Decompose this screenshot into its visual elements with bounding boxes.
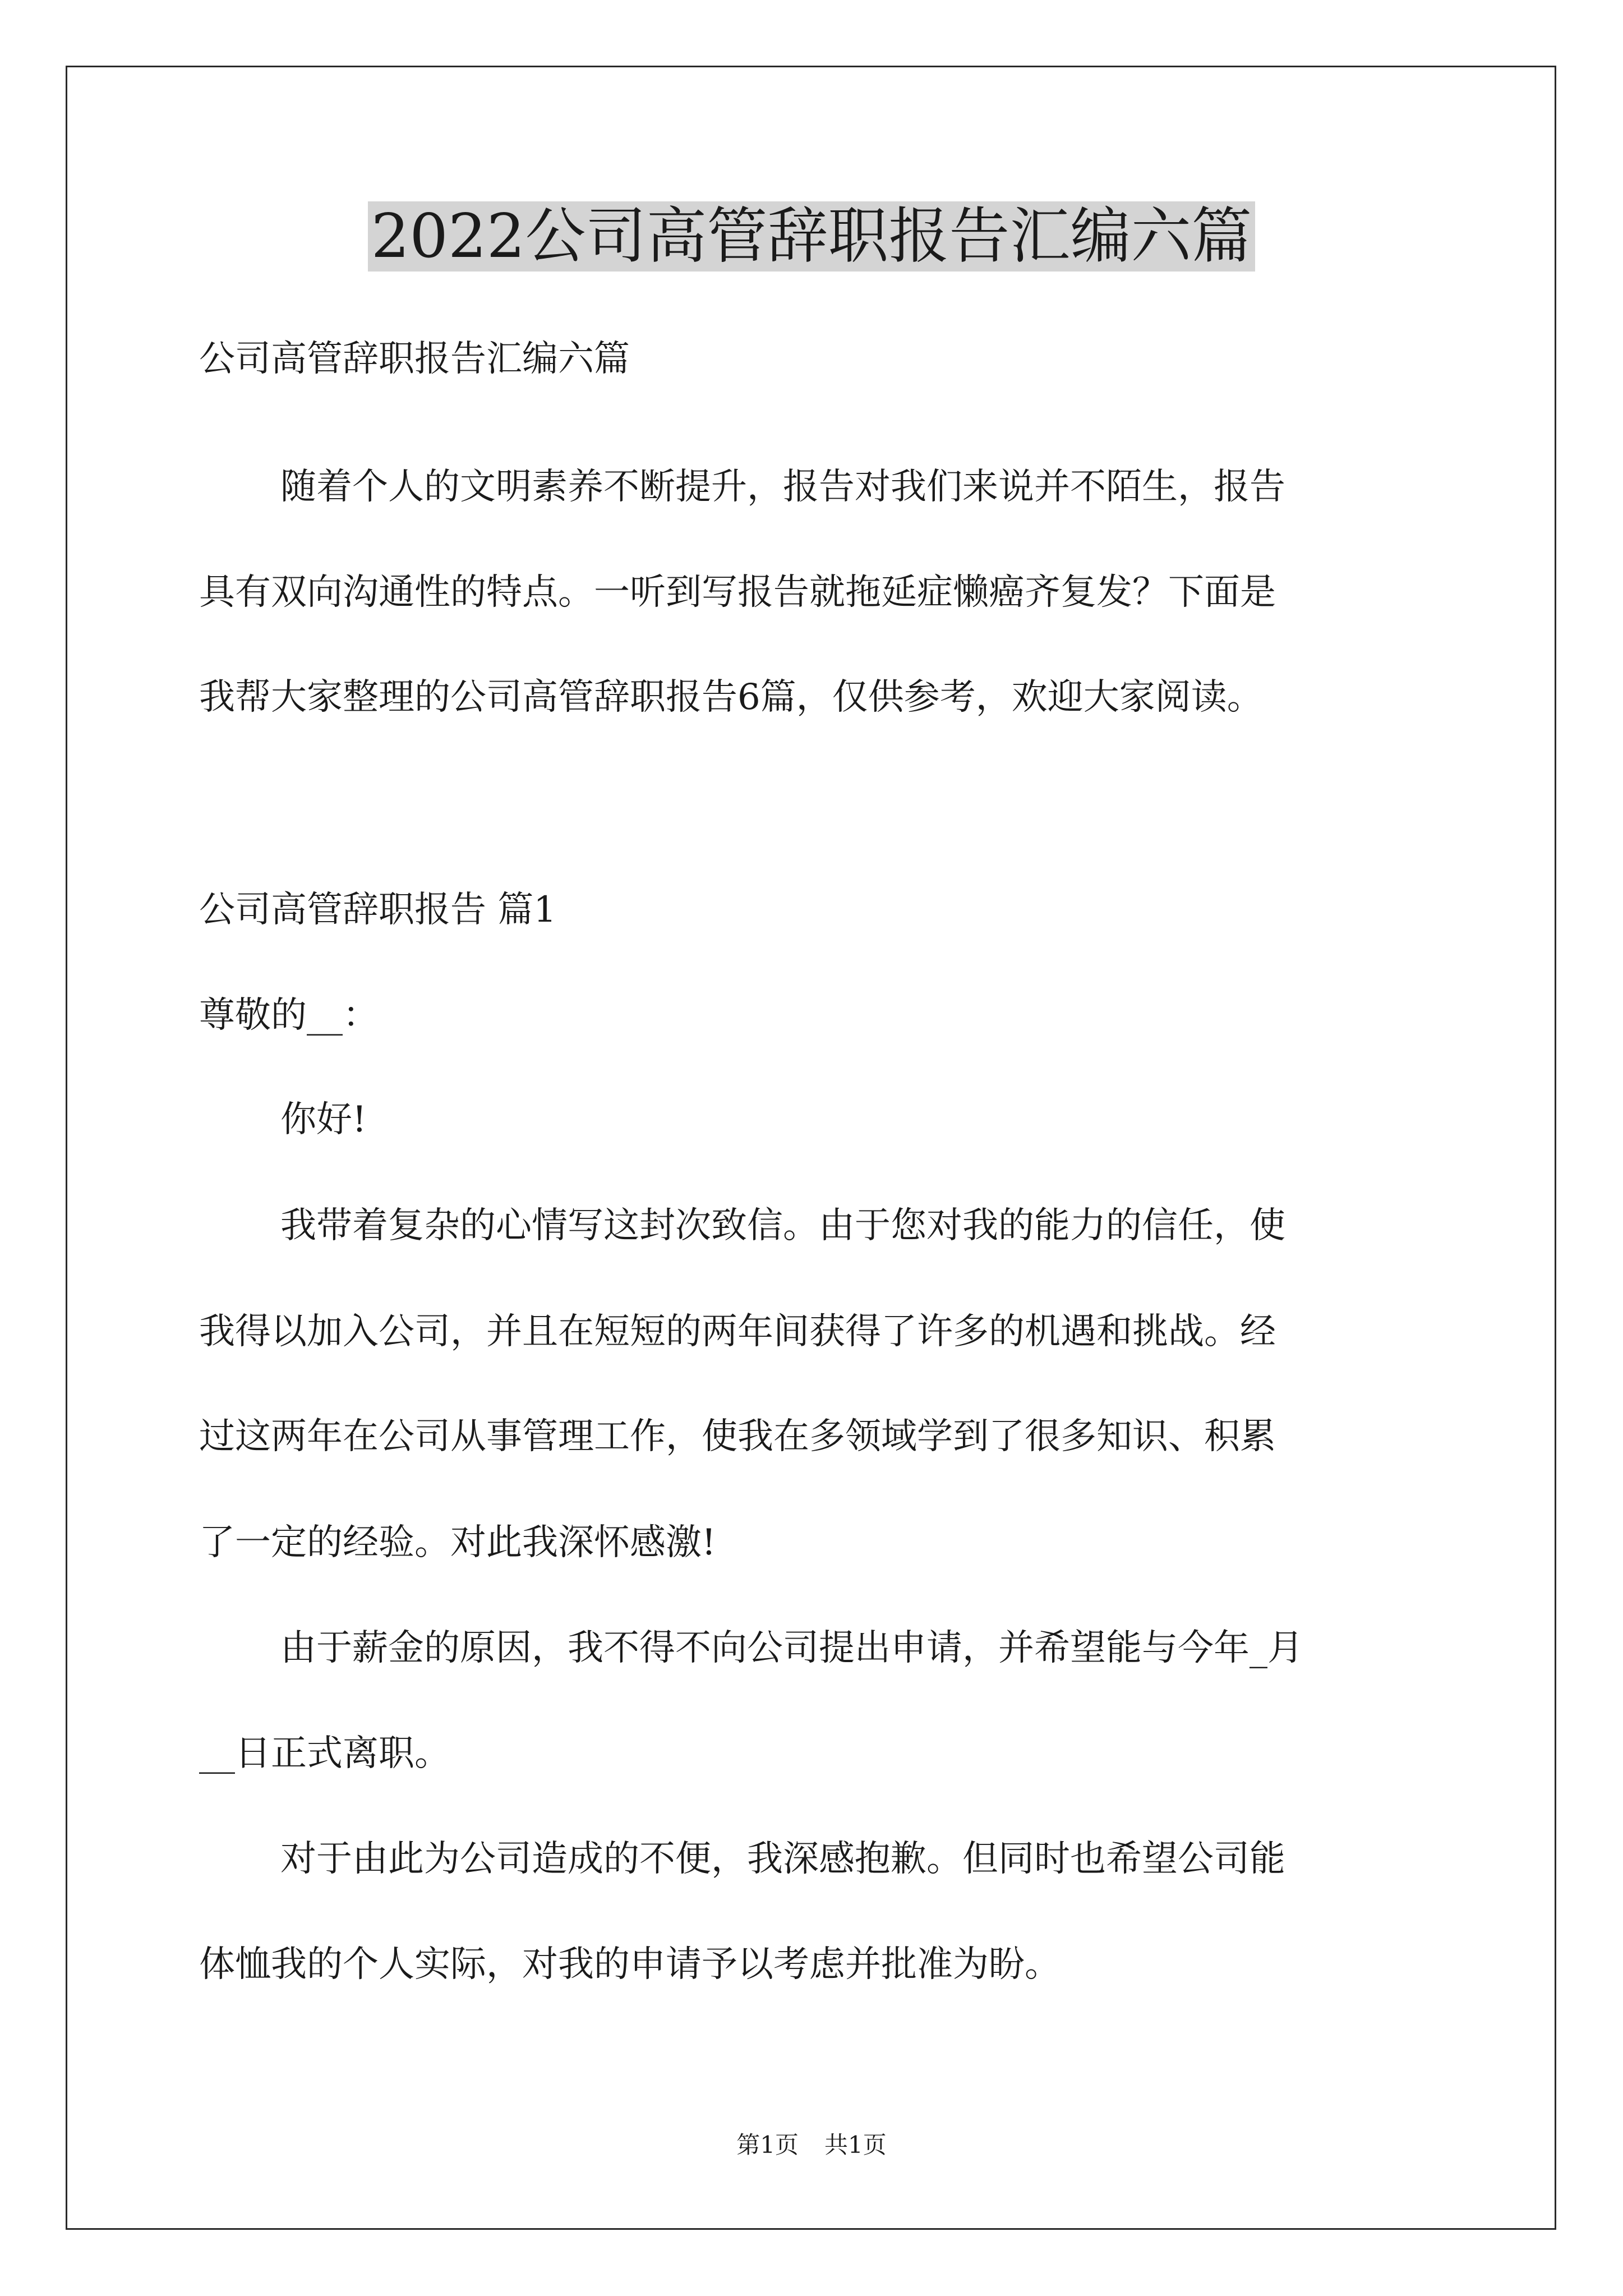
body-line-8: 体恤我的个人实际，对我的申请予以考虑并批准为盼。 bbox=[199, 1944, 1061, 1985]
document-title-text: 2022公司高管辞职报告汇编六篇 bbox=[368, 201, 1256, 272]
intro-line-3: 我帮大家整理的公司高管辞职报告6篇，仅供参考，欢迎大家阅读。 bbox=[199, 677, 1263, 718]
subtitle-line: 公司高管辞职报告汇编六篇 bbox=[199, 338, 630, 380]
body-line-6: __日正式离职。 bbox=[199, 1733, 450, 1774]
body-line-7: 对于由此为公司造成的不便，我深感抱歉。但同时也希望公司能 bbox=[280, 1838, 1285, 1880]
page-footer bbox=[0, 2131, 1623, 2160]
body-line-3: 过这两年在公司从事管理工作，使我在多领域学到了很多知识、积累 bbox=[199, 1416, 1276, 1457]
intro-line-2: 具有双向沟通性的特点。一听到写报告就拖延症懒癌齐复发？下面是 bbox=[199, 572, 1276, 613]
salutation: 尊敬的__： bbox=[199, 995, 379, 1036]
body-line-2: 我得以加入公司，并且在短短的两年间获得了许多的机遇和挑战。经 bbox=[199, 1311, 1276, 1352]
section-heading: 公司高管辞职报告 篇1 bbox=[199, 889, 557, 931]
greeting: 你好! bbox=[280, 1099, 367, 1140]
page-border bbox=[66, 66, 1556, 2230]
body-line-4: 了一定的经验。对此我深怀感激! bbox=[199, 1522, 716, 1563]
page-number: 第1页 bbox=[736, 2131, 799, 2159]
body-line-5: 由于薪金的原因，我不得不向公司提出申请，并希望能与今年_月 bbox=[280, 1627, 1303, 1669]
intro-line-1: 随着个人的文明素养不断提升，报告对我们来说并不陌生，报告 bbox=[280, 466, 1285, 508]
body-line-1: 我带着复杂的心情写这封次致信。由于您对我的能力的信任，使 bbox=[280, 1205, 1285, 1246]
document-title bbox=[0, 197, 1623, 276]
page-total: 共1页 bbox=[824, 2131, 887, 2159]
